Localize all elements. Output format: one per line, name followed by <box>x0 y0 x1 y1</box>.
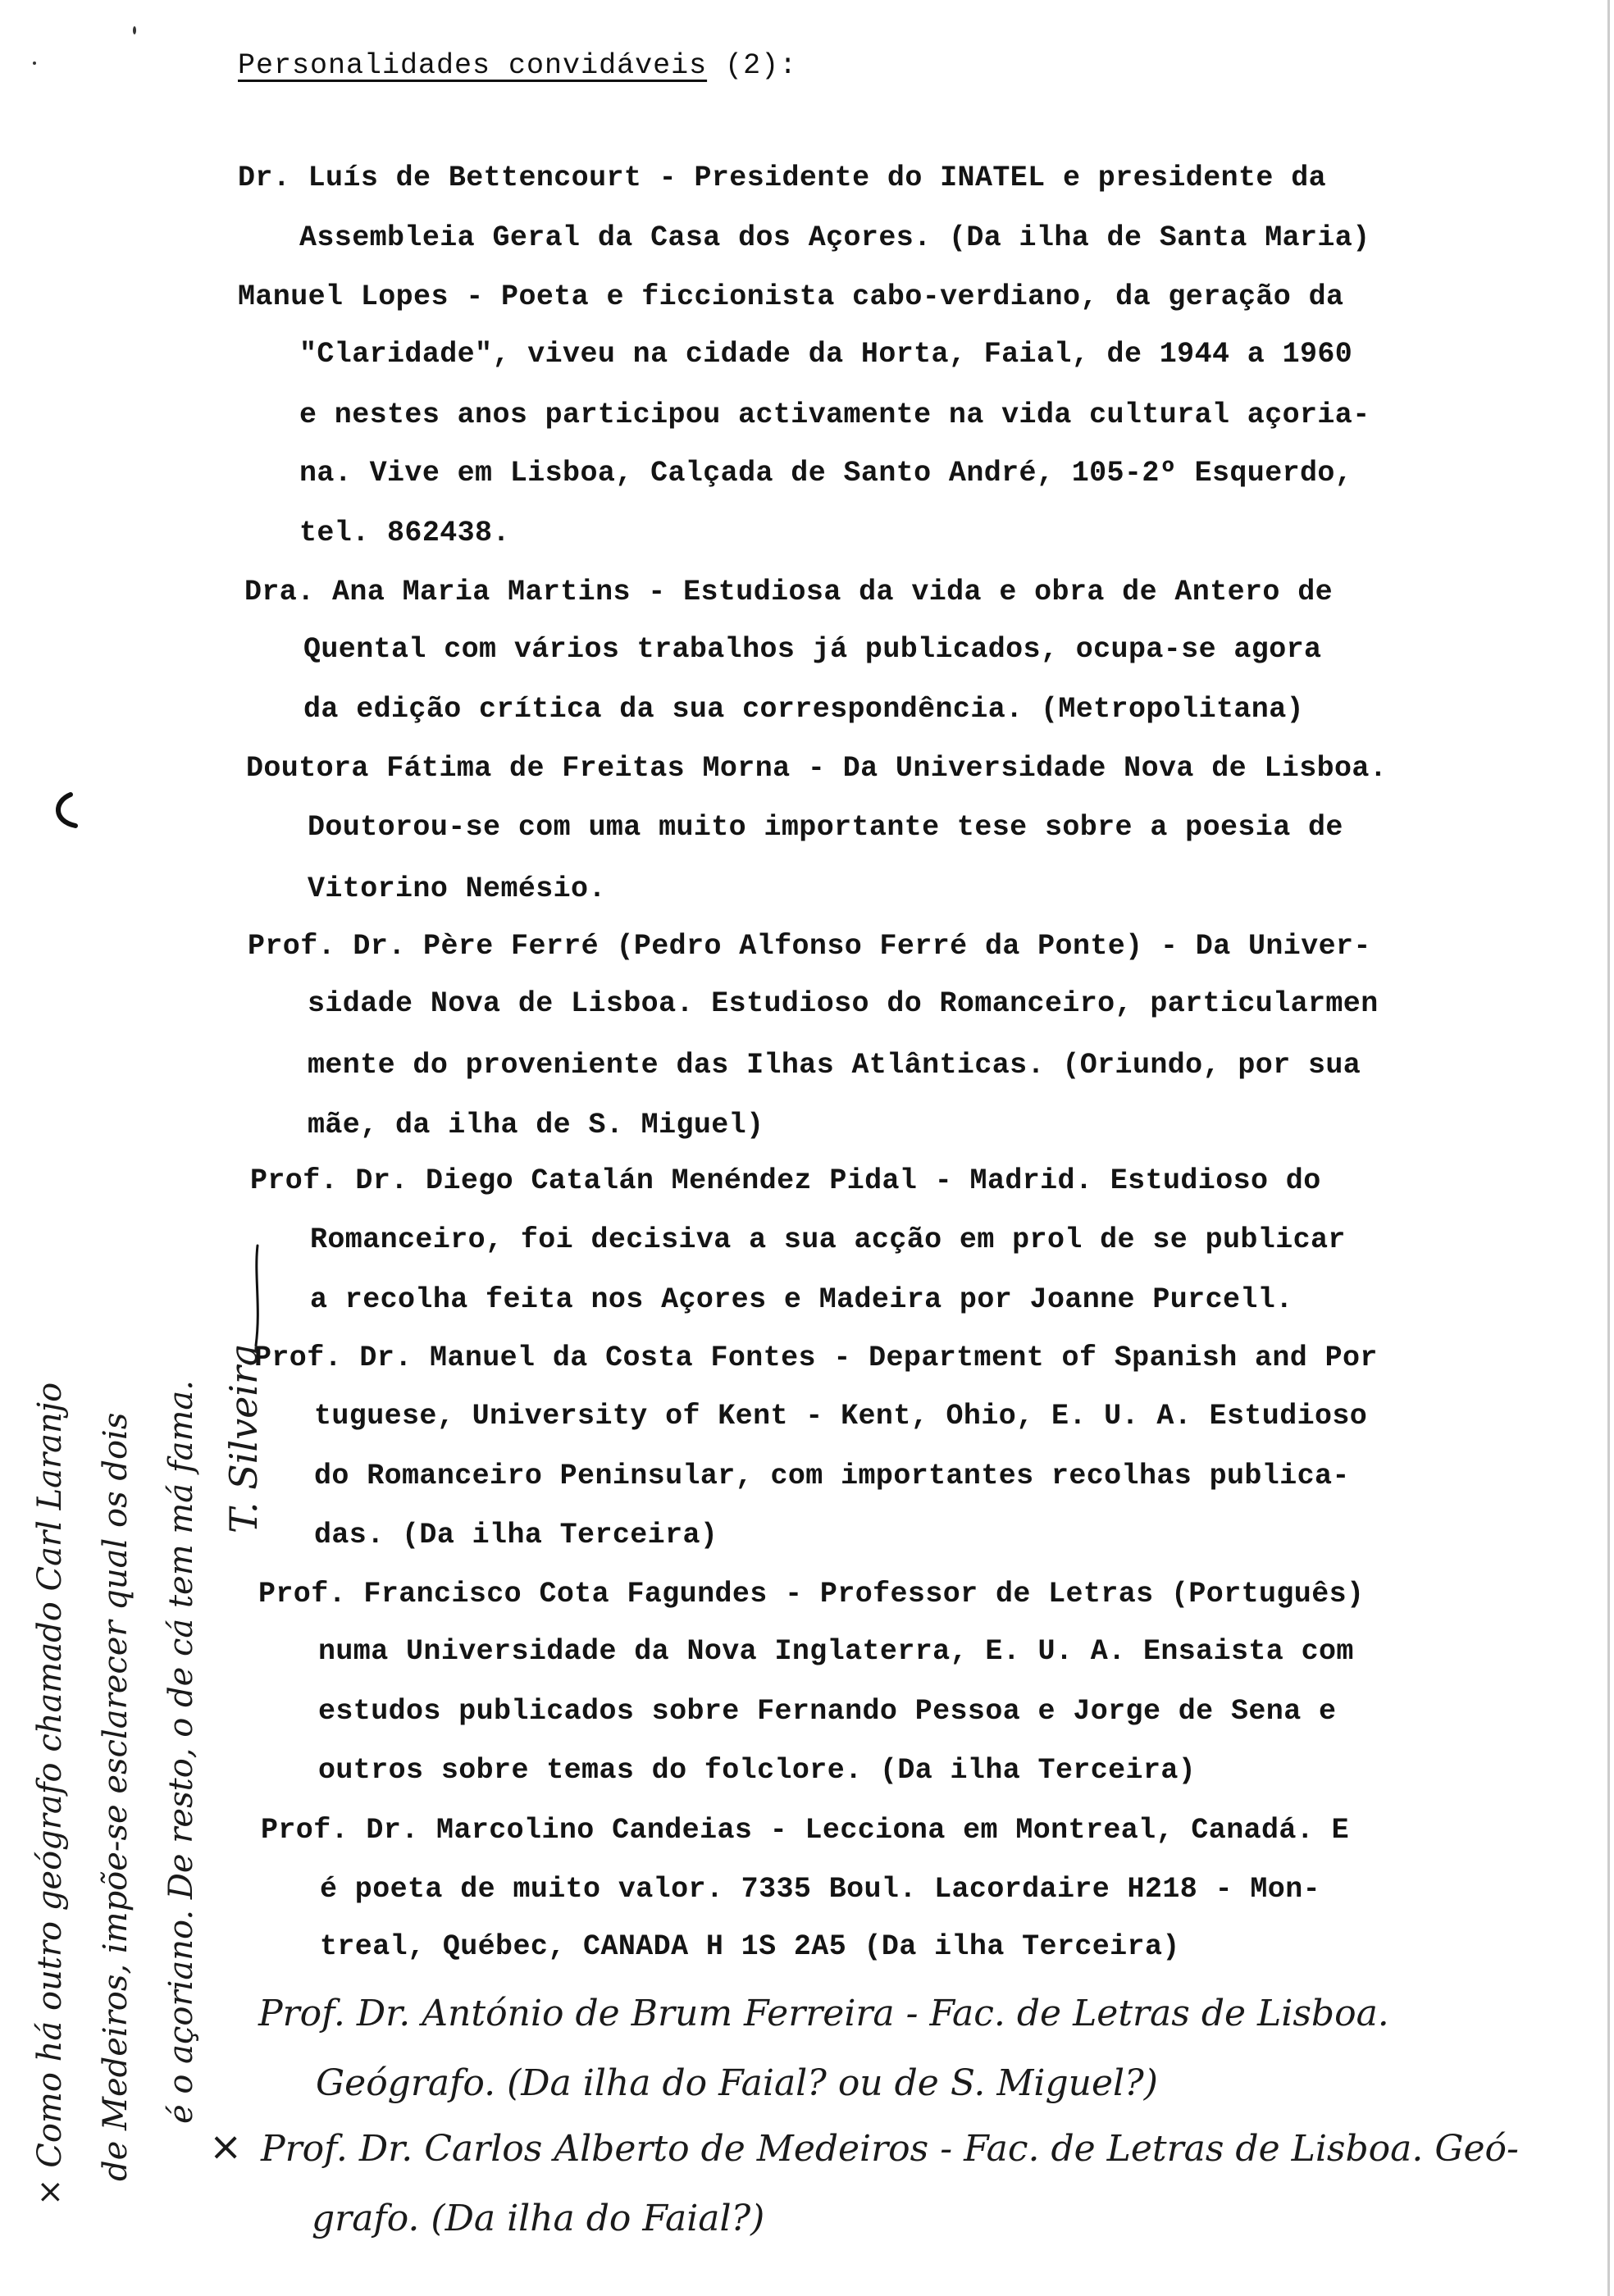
typed-line: mente do proveniente das Ilhas Atlânticas. (Oriundo, por sua <box>308 1049 1361 1082</box>
typed-line: na. Vive em Lisboa, Calçada de Santo André, 105-2º Esquerdo, <box>299 457 1353 490</box>
typed-line: outros sobre temas do folclore. (Da ilha Terceira) <box>318 1754 1197 1787</box>
typed-line: e nestes anos participou activamente na vida cultural açoria- <box>299 399 1370 431</box>
typed-line: Doutora Fátima de Freitas Morna - Da Universidade Nova de Lisboa. <box>246 752 1388 785</box>
typed-line: Romanceiro, foi decisiva a sua acção em prol de se publicar <box>310 1223 1346 1256</box>
ink-speck <box>133 26 136 34</box>
heading-suffix: (2): <box>707 49 798 82</box>
typed-line: Manuel Lopes - Poeta e ficcionista cabo-verdiano, da geração da <box>238 280 1344 313</box>
typed-line: Dra. Ana Maria Martins - Estudiosa da vida e obra de Antero de <box>244 576 1334 608</box>
typed-line: da edição crítica da sua correspondência. (Metropolitana) <box>303 693 1304 726</box>
ink-speck <box>1607 0 1610 2296</box>
typed-line: treal, Québec, CANADA H 1S 2A5 (Da ilha Terceira) <box>320 1930 1180 1963</box>
handwritten-line: Prof. Dr. Carlos Alberto de Medeiros - Fac. de Letras de Lisboa. Geó- <box>261 2128 1519 2170</box>
typed-line: Quental com vários trabalhos já publicados, ocupa-se agora <box>303 633 1322 666</box>
typed-line: numa Universidade da Nova Inglaterra, E. U. A. Ensaista com <box>318 1635 1354 1668</box>
typed-line: tel. 862438. <box>299 517 510 549</box>
typed-line: é poeta de muito valor. 7335 Boul. Lacordaire H218 - Mon- <box>320 1873 1320 1906</box>
typed-line: sidade Nova de Lisboa. Estudioso do Romanceiro, particularmen <box>308 987 1379 1020</box>
typed-line: do Romanceiro Peninsular, com importantes recolhas publica- <box>314 1460 1350 1492</box>
typed-line: das. (Da ilha Terceira) <box>314 1519 718 1551</box>
typed-line: Prof. Dr. Père Ferré (Pedro Alfonso Ferré da Ponte) - Da Univer- <box>248 930 1371 963</box>
margin-bracket-mark <box>48 791 80 832</box>
margin-note: é o açoriano. De resto, o de cá tem má fama. <box>162 1380 200 2124</box>
handwritten-line: Prof. Dr. António de Brum Ferreira - Fac. de Letras de Lisboa. <box>258 1993 1389 2034</box>
typed-line: Assembleia Geral da Casa dos Açores. (Da ilha de Santa Maria) <box>299 221 1370 254</box>
page-heading <box>238 49 797 82</box>
handwritten-line: grafo. (Da ilha do Faial?) <box>312 2198 765 2239</box>
typed-line: Doutorou-se com uma muito importante tese sobre a poesia de <box>308 811 1343 844</box>
margin-signature: T. Silveira <box>221 1343 266 1533</box>
typed-line: a recolha feita nos Açores e Madeira por Joanne Purcell. <box>310 1283 1293 1316</box>
typed-line: estudos publicados sobre Fernando Pessoa e Jorge de Sena e <box>318 1695 1337 1728</box>
typed-line: mãe, da ilha de S. Miguel) <box>308 1109 764 1141</box>
signature-stroke <box>246 1242 271 1349</box>
handwritten-line: Geógrafo. (Da ilha do Faial? ou de S. Miguel?) <box>316 2062 1158 2104</box>
typed-line: Prof. Dr. Marcolino Candeias - Lecciona em Montreal, Canadá. E <box>261 1814 1350 1847</box>
typed-line: Prof. Dr. Diego Catalán Menéndez Pidal - Madrid. Estudioso do <box>250 1164 1321 1197</box>
ink-speck <box>33 61 36 65</box>
typed-line: Prof. Francisco Cota Fagundes - Professor de Letras (Português) <box>258 1578 1365 1610</box>
margin-note: × Como há outro geógrafo chamado Carl Laranjo <box>31 1382 69 2206</box>
cross-mark: × <box>209 2124 243 2170</box>
margin-note: de Medeiros, impõe-se esclarecer qual os dois <box>97 1412 134 2181</box>
typed-line: "Claridade", viveu na cidade da Horta, Faial, de 1944 a 1960 <box>299 338 1353 371</box>
typed-line: tuguese, University of Kent - Kent, Ohio, E. U. A. Estudioso <box>314 1400 1368 1433</box>
typed-line: Prof. Dr. Manuel da Costa Fontes - Department of Spanish and Por <box>254 1342 1378 1374</box>
heading-title: Personalidades convidáveis <box>238 49 708 82</box>
typed-line: Dr. Luís de Bettencourt - Presidente do INATEL e presidente da <box>238 162 1327 194</box>
typed-line: Vitorino Nemésio. <box>308 872 606 905</box>
